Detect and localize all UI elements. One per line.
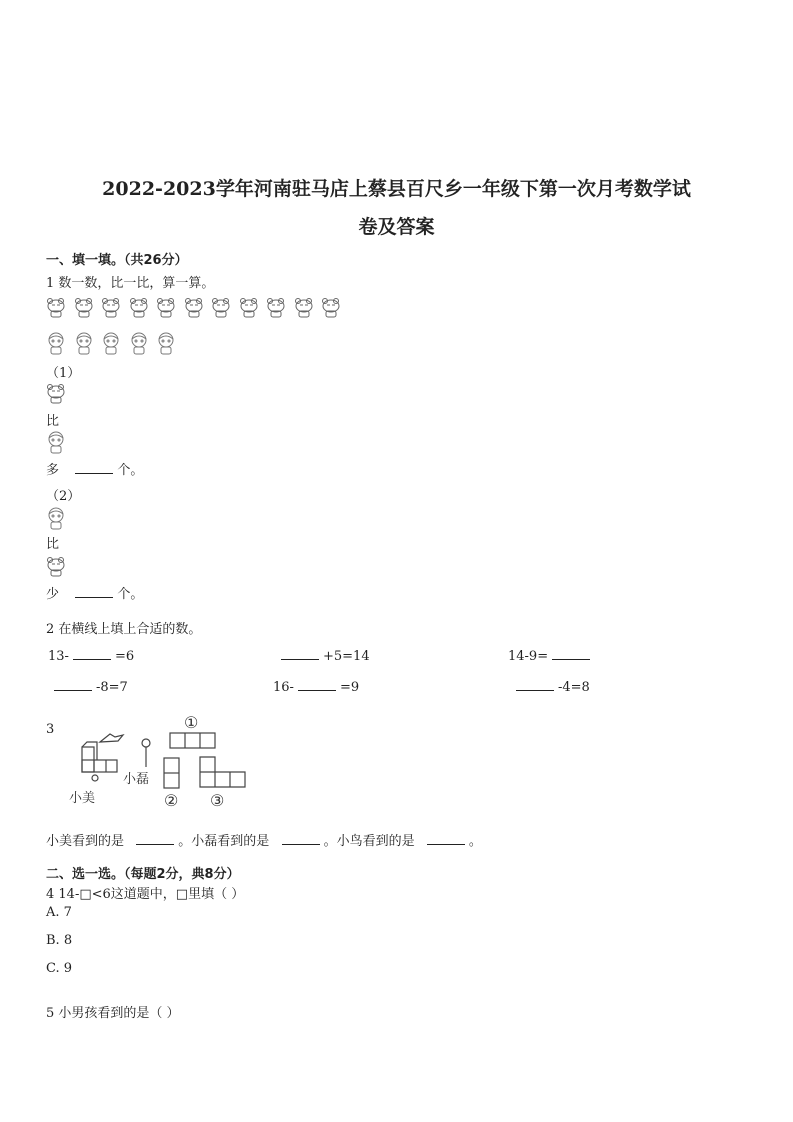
answer-blank[interactable] bbox=[282, 832, 320, 845]
equation-right: =6 bbox=[114, 649, 135, 664]
equation-item bbox=[508, 647, 594, 664]
equation-item bbox=[512, 678, 590, 695]
q1-part2-answer bbox=[46, 583, 143, 602]
xiaomei-figure bbox=[92, 775, 98, 781]
text: 小美看到的是 bbox=[46, 834, 125, 849]
equation-item bbox=[50, 678, 128, 695]
cube-stack bbox=[82, 742, 117, 772]
circle-1: ① bbox=[184, 713, 199, 732]
q1-part1-bi: 比 bbox=[46, 414, 60, 429]
answer-blank[interactable] bbox=[54, 678, 92, 691]
view-1 bbox=[170, 733, 215, 748]
bear-icon bbox=[129, 297, 149, 323]
view-3 bbox=[200, 757, 245, 787]
answer-blank[interactable] bbox=[552, 647, 590, 660]
answer-blank[interactable] bbox=[427, 832, 465, 845]
bear-icon bbox=[156, 297, 176, 323]
answer-blank[interactable] bbox=[75, 585, 113, 598]
equation-right: -4=8 bbox=[558, 680, 590, 695]
answer-blank[interactable] bbox=[516, 678, 554, 691]
bear-icon bbox=[46, 556, 66, 582]
circle-2: ② bbox=[164, 791, 179, 810]
equation-left: 16- bbox=[273, 680, 294, 695]
q1-part2-bi: 比 bbox=[46, 537, 60, 552]
bear-icon bbox=[46, 383, 66, 409]
equation-item bbox=[273, 678, 359, 695]
girl-icon bbox=[46, 507, 66, 535]
girl-icon bbox=[101, 332, 121, 360]
q4-option-c[interactable]: C. 9 bbox=[46, 961, 73, 976]
bear-icon bbox=[46, 297, 66, 323]
equation-left: 14-9= bbox=[508, 649, 549, 664]
bear-icon bbox=[239, 297, 259, 323]
equation-right: -8=7 bbox=[96, 680, 128, 695]
q4-stem: 4 14-□<6这道题中，□里填（ ） bbox=[46, 887, 245, 902]
answer-blank[interactable] bbox=[75, 461, 113, 474]
q3-views-figure bbox=[55, 710, 255, 810]
text: 。 bbox=[468, 834, 482, 849]
bear-icon bbox=[74, 297, 94, 323]
q3-number: 3 bbox=[46, 722, 55, 737]
doc-title-line1: 2022-2023学年河南驻马店上蔡县百尺乡一年级下第一次月考数学试 bbox=[102, 178, 691, 200]
equation-item bbox=[277, 647, 370, 664]
section1-heading: 一、填一填。（共26分） bbox=[46, 253, 188, 268]
unit-label: 个。 bbox=[117, 587, 144, 602]
bear-icon bbox=[184, 297, 204, 323]
q1-part2-label: （2） bbox=[46, 489, 81, 504]
unit-label: 个。 bbox=[117, 463, 144, 478]
bear-icon bbox=[294, 297, 314, 323]
bird-icon bbox=[100, 734, 123, 742]
less-label: 少 bbox=[46, 587, 60, 602]
q2-stem: 2 在横线上填上合适的数。 bbox=[46, 622, 202, 637]
equation-right: +5=14 bbox=[323, 649, 370, 664]
answer-blank[interactable] bbox=[298, 678, 336, 691]
bear-icon bbox=[266, 297, 286, 323]
bear-icon bbox=[101, 297, 121, 323]
equation-left: 13- bbox=[48, 649, 69, 664]
girl-icon bbox=[156, 332, 176, 360]
text: 。小鸟看到的是 bbox=[323, 834, 415, 849]
q1-part1-label: （1） bbox=[46, 366, 81, 381]
doc-title-line2: 卷及答案 bbox=[358, 216, 435, 238]
equation-item bbox=[48, 647, 134, 664]
answer-blank[interactable] bbox=[281, 647, 319, 660]
q3-answer-line bbox=[46, 830, 482, 849]
section2-heading: 二、选一选。（每题2分，典8分） bbox=[46, 867, 240, 882]
q1-part1-answer bbox=[46, 459, 143, 478]
bear-icon bbox=[321, 297, 341, 323]
q1-stem: 1 数一数，比一比，算一算。 bbox=[46, 276, 215, 291]
q4-option-a[interactable]: A. 7 bbox=[46, 905, 72, 920]
girl-icon bbox=[46, 431, 66, 459]
q5-stem: 5 小男孩看到的是（ ） bbox=[46, 1006, 180, 1021]
label-xiaomei: 小美 bbox=[69, 791, 96, 806]
xiaolei-figure bbox=[142, 739, 150, 747]
bear-icon bbox=[211, 297, 231, 323]
circle-3: ③ bbox=[210, 791, 225, 810]
girl-icon bbox=[74, 332, 94, 360]
answer-blank[interactable] bbox=[136, 832, 174, 845]
q4-option-b[interactable]: B. 8 bbox=[46, 933, 73, 948]
girl-icon bbox=[46, 332, 66, 360]
text: 。小磊看到的是 bbox=[178, 834, 270, 849]
girl-icon bbox=[129, 332, 149, 360]
more-label: 多 bbox=[46, 463, 60, 478]
answer-blank[interactable] bbox=[73, 647, 111, 660]
equation-right: =9 bbox=[339, 680, 360, 695]
label-xiaolei: 小磊 bbox=[123, 772, 150, 787]
